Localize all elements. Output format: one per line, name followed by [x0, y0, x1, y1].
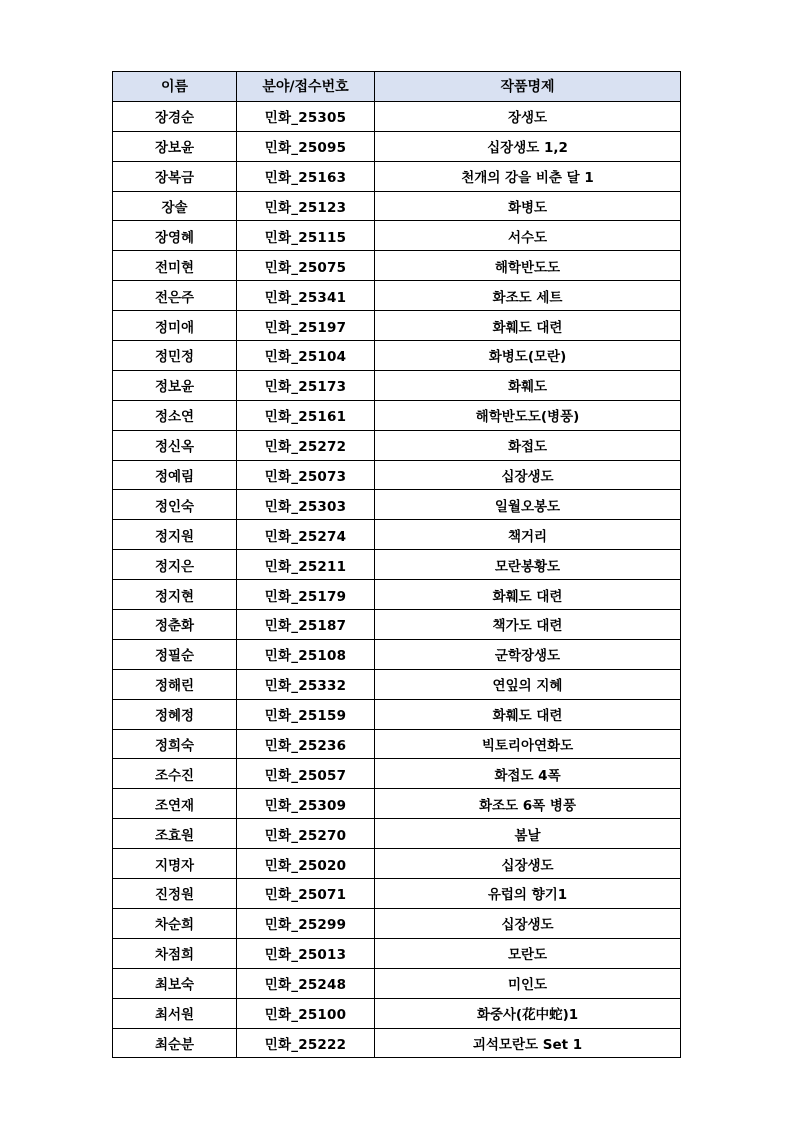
cell-name: 조효원: [113, 819, 237, 849]
cell-name: 정보윤: [113, 370, 237, 400]
table-row: [113, 849, 681, 879]
cell-name: 정미애: [113, 311, 237, 341]
entry-list-sheet: [112, 71, 680, 1058]
cell-name: 정지원: [113, 520, 237, 550]
cell-artwork-title: 화조도 세트: [375, 281, 681, 311]
table-row: [113, 1028, 681, 1058]
table-row: [113, 908, 681, 938]
cell-name: 장보윤: [113, 131, 237, 161]
cell-entry-number: 민화_25100: [237, 998, 375, 1028]
cell-entry-number: 민화_25222: [237, 1028, 375, 1058]
cell-artwork-title: 화병도: [375, 191, 681, 221]
cell-entry-number: 민화_25187: [237, 610, 375, 640]
table-row: [113, 789, 681, 819]
table-row: [113, 759, 681, 789]
table-row: [113, 699, 681, 729]
cell-name: 정필순: [113, 639, 237, 669]
cell-artwork-title: 모란봉황도: [375, 550, 681, 580]
cell-name: 정신옥: [113, 430, 237, 460]
table-row: [113, 819, 681, 849]
table-row: [113, 251, 681, 281]
cell-entry-number: 민화_25309: [237, 789, 375, 819]
cell-artwork-title: 화훼도 대련: [375, 580, 681, 610]
cell-artwork-title: 장생도: [375, 101, 681, 131]
cell-name: 장영혜: [113, 221, 237, 251]
cell-name: 진정원: [113, 879, 237, 909]
table-row: [113, 191, 681, 221]
cell-name: 정해린: [113, 669, 237, 699]
cell-artwork-title: 해학반도도: [375, 251, 681, 281]
cell-artwork-title: 유럽의 향기1: [375, 879, 681, 909]
cell-artwork-title: 화접도: [375, 430, 681, 460]
table-row: [113, 311, 681, 341]
table-row: [113, 520, 681, 550]
table-row: [113, 639, 681, 669]
cell-artwork-title: 군학장생도: [375, 639, 681, 669]
cell-entry-number: 민화_25020: [237, 849, 375, 879]
cell-entry-number: 민화_25272: [237, 430, 375, 460]
cell-entry-number: 민화_25274: [237, 520, 375, 550]
table-row: [113, 998, 681, 1028]
cell-artwork-title: 십장생도: [375, 908, 681, 938]
cell-artwork-title: 일월오봉도: [375, 490, 681, 520]
table-row: [113, 460, 681, 490]
cell-entry-number: 민화_25104: [237, 341, 375, 371]
cell-name: 조수진: [113, 759, 237, 789]
table-row: [113, 281, 681, 311]
cell-artwork-title: 괴석모란도 Set 1: [375, 1028, 681, 1058]
cell-name: 정춘화: [113, 610, 237, 640]
cell-artwork-title: 책가도 대련: [375, 610, 681, 640]
cell-artwork-title: 빅토리아연화도: [375, 729, 681, 759]
cell-entry-number: 민화_25248: [237, 968, 375, 998]
table-row: [113, 879, 681, 909]
cell-artwork-title: 책거리: [375, 520, 681, 550]
cell-artwork-title: 서수도: [375, 221, 681, 251]
cell-artwork-title: 봄날: [375, 819, 681, 849]
cell-entry-number: 민화_25197: [237, 311, 375, 341]
cell-entry-number: 민화_25161: [237, 400, 375, 430]
cell-artwork-title: 해학반도도(병풍): [375, 400, 681, 430]
table-row: [113, 221, 681, 251]
cell-name: 최서원: [113, 998, 237, 1028]
cell-entry-number: 민화_25108: [237, 639, 375, 669]
cell-entry-number: 민화_25211: [237, 550, 375, 580]
table-row: [113, 669, 681, 699]
table-row: [113, 938, 681, 968]
cell-name: 전미현: [113, 251, 237, 281]
cell-name: 지명자: [113, 849, 237, 879]
table-row: [113, 580, 681, 610]
cell-name: 장솔: [113, 191, 237, 221]
cell-artwork-title: 화접도 4폭: [375, 759, 681, 789]
table-row: [113, 610, 681, 640]
table-row: [113, 729, 681, 759]
table-header-row: [113, 72, 681, 102]
cell-name: 차점희: [113, 938, 237, 968]
cell-name: 정인숙: [113, 490, 237, 520]
cell-name: 장경순: [113, 101, 237, 131]
cell-artwork-title: 화병도(모란): [375, 341, 681, 371]
cell-entry-number: 민화_25305: [237, 101, 375, 131]
cell-entry-number: 민화_25303: [237, 490, 375, 520]
cell-artwork-title: 화훼도 대련: [375, 311, 681, 341]
cell-name: 정지현: [113, 580, 237, 610]
cell-entry-number: 민화_25299: [237, 908, 375, 938]
cell-artwork-title: 십장생도: [375, 849, 681, 879]
cell-name: 차순희: [113, 908, 237, 938]
cell-name: 전은주: [113, 281, 237, 311]
cell-entry-number: 민화_25075: [237, 251, 375, 281]
table-row: [113, 161, 681, 191]
header-name: 이름: [113, 72, 237, 102]
cell-name: 정희숙: [113, 729, 237, 759]
cell-name: 최순분: [113, 1028, 237, 1058]
table-row: [113, 131, 681, 161]
table-row: [113, 341, 681, 371]
cell-entry-number: 민화_25179: [237, 580, 375, 610]
cell-entry-number: 민화_25159: [237, 699, 375, 729]
cell-name: 정민정: [113, 341, 237, 371]
header-artwork-title: 작품명제: [375, 72, 681, 102]
table-row: [113, 968, 681, 998]
cell-artwork-title: 십장생도 1,2: [375, 131, 681, 161]
table-body: [113, 101, 681, 1058]
table-row: [113, 370, 681, 400]
cell-artwork-title: 미인도: [375, 968, 681, 998]
cell-name: 장복금: [113, 161, 237, 191]
cell-entry-number: 민화_25332: [237, 669, 375, 699]
cell-artwork-title: 화훼도: [375, 370, 681, 400]
cell-entry-number: 민화_25115: [237, 221, 375, 251]
cell-artwork-title: 화중사(花中蛇)1: [375, 998, 681, 1028]
cell-artwork-title: 화훼도 대련: [375, 699, 681, 729]
entry-table: [112, 71, 681, 1058]
cell-name: 조연재: [113, 789, 237, 819]
table-row: [113, 101, 681, 131]
cell-entry-number: 민화_25013: [237, 938, 375, 968]
cell-name: 정소연: [113, 400, 237, 430]
cell-artwork-title: 화조도 6폭 병풍: [375, 789, 681, 819]
cell-entry-number: 민화_25270: [237, 819, 375, 849]
table-row: [113, 430, 681, 460]
cell-entry-number: 민화_25071: [237, 879, 375, 909]
cell-entry-number: 민화_25073: [237, 460, 375, 490]
cell-entry-number: 민화_25341: [237, 281, 375, 311]
cell-entry-number: 민화_25057: [237, 759, 375, 789]
cell-artwork-title: 모란도: [375, 938, 681, 968]
cell-name: 정지은: [113, 550, 237, 580]
table-row: [113, 550, 681, 580]
table-row: [113, 490, 681, 520]
cell-artwork-title: 연잎의 지혜: [375, 669, 681, 699]
cell-entry-number: 민화_25163: [237, 161, 375, 191]
header-entry-number: 분야/접수번호: [237, 72, 375, 102]
cell-entry-number: 민화_25236: [237, 729, 375, 759]
cell-entry-number: 민화_25095: [237, 131, 375, 161]
cell-artwork-title: 십장생도: [375, 460, 681, 490]
cell-artwork-title: 천개의 강을 비춘 달 1: [375, 161, 681, 191]
cell-name: 정예림: [113, 460, 237, 490]
cell-name: 최보숙: [113, 968, 237, 998]
cell-entry-number: 민화_25173: [237, 370, 375, 400]
table-row: [113, 400, 681, 430]
cell-name: 정혜정: [113, 699, 237, 729]
cell-entry-number: 민화_25123: [237, 191, 375, 221]
